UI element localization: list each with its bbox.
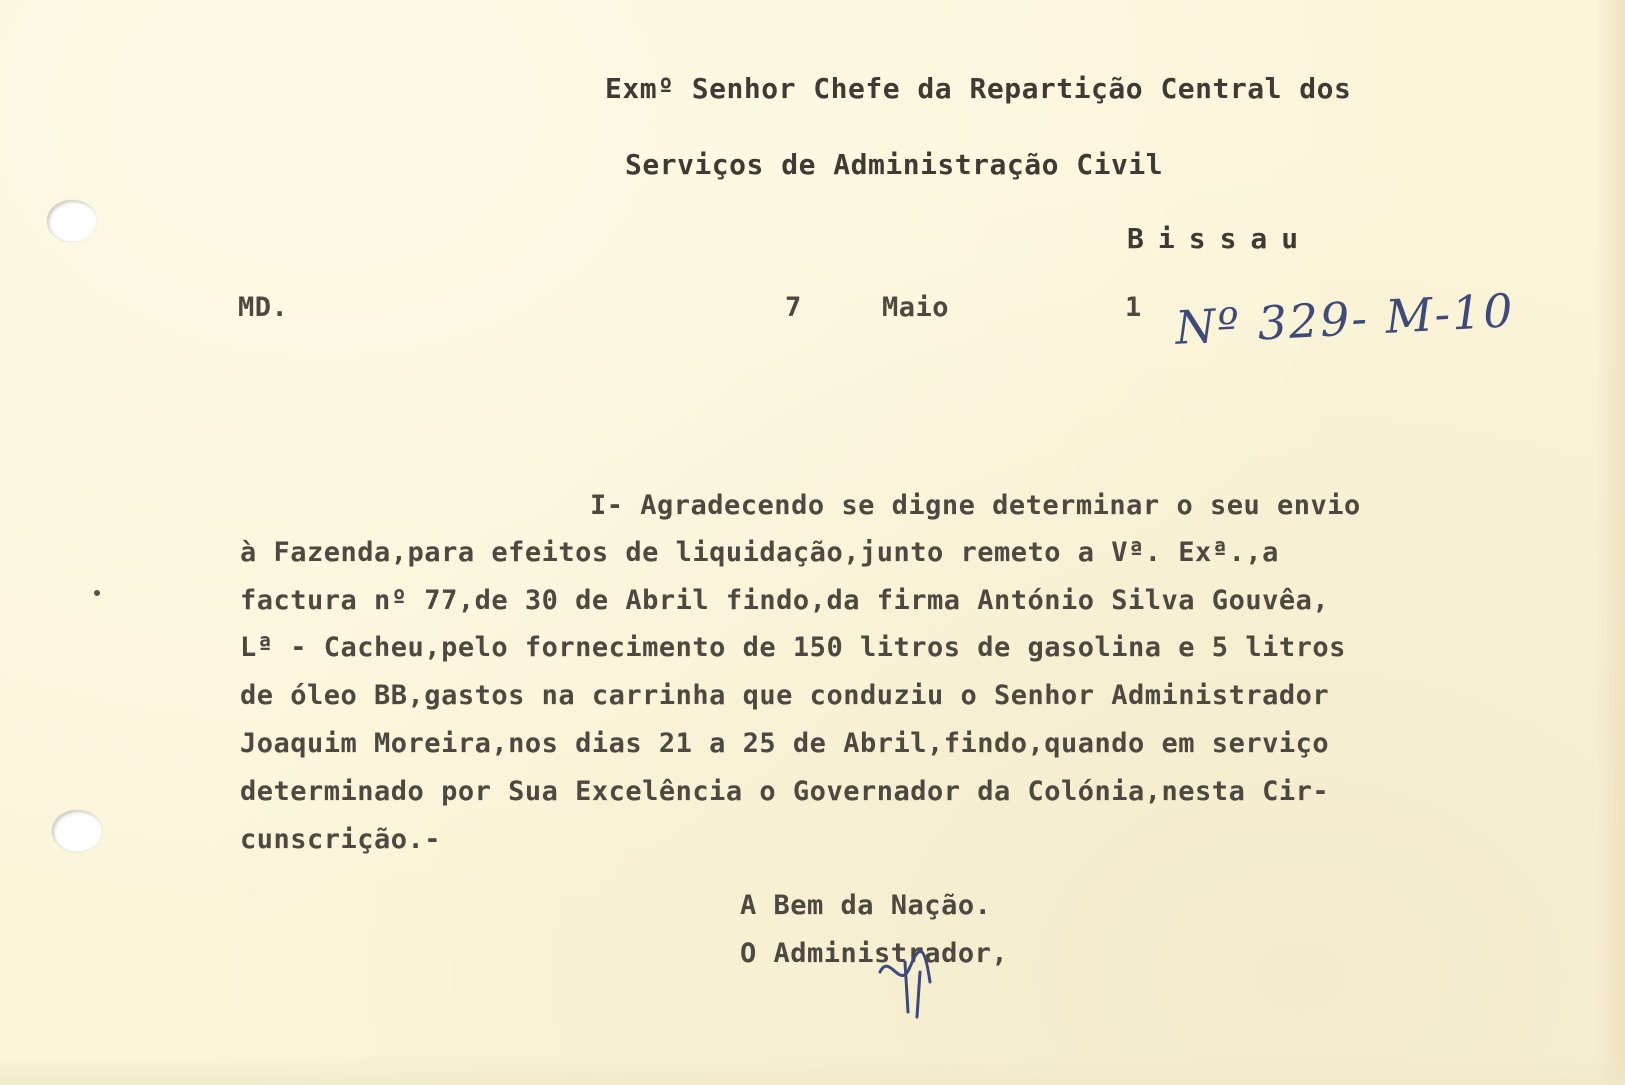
- punch-hole-bottom: [52, 810, 102, 852]
- signature-scribble: [870, 942, 950, 1022]
- body-line-4: Lª - Cacheu,pelo fornecimento de 150 litros de gasolina e 5 litros: [240, 632, 1346, 663]
- date-number: 1: [1125, 292, 1142, 323]
- body-line-7: determinado por Sua Excelência o Governador da Colónia,nesta Cir-: [240, 776, 1330, 807]
- body-line-6: Joaquim Moreira,nos dias 21 a 25 de Abril,findo,quando em serviço: [240, 728, 1330, 759]
- body-line-8: cunscrição.-: [240, 824, 442, 855]
- handwritten-file-number: Nº 329- M-10: [1173, 283, 1516, 355]
- addressee-line-2: Serviços de Administração Civil: [625, 148, 1164, 181]
- body-line-5: de óleo BB,gastos na carrinha que conduziu o Senhor Administrador: [240, 680, 1330, 711]
- paper-edge-shadow: [1595, 0, 1625, 1085]
- body-line-2: à Fazenda,para efeitos de liquidação,junto remeto a Vª. Exª.,a: [240, 537, 1279, 568]
- date-month: Maio: [882, 292, 950, 323]
- ink-speck: [94, 590, 100, 596]
- city-name: Bissau: [1127, 222, 1313, 255]
- punch-hole-top: [47, 200, 97, 242]
- date-day: 7: [785, 292, 802, 323]
- paper-bottom-shadow: [0, 1055, 1625, 1085]
- addressee-line-1: Exmº Senhor Chefe da Repartição Central dos: [605, 72, 1352, 105]
- reference-code: MD.: [238, 292, 289, 323]
- signatory-title: O Administrador,: [740, 938, 1009, 969]
- body-line-1: I- Agradecendo se digne determinar o seu envio: [590, 490, 1361, 521]
- closing-salutation: A Bem da Nação.: [740, 890, 992, 921]
- body-line-3: factura nº 77,de 30 de Abril findo,da firma António Silva Gouvêa,: [240, 585, 1330, 616]
